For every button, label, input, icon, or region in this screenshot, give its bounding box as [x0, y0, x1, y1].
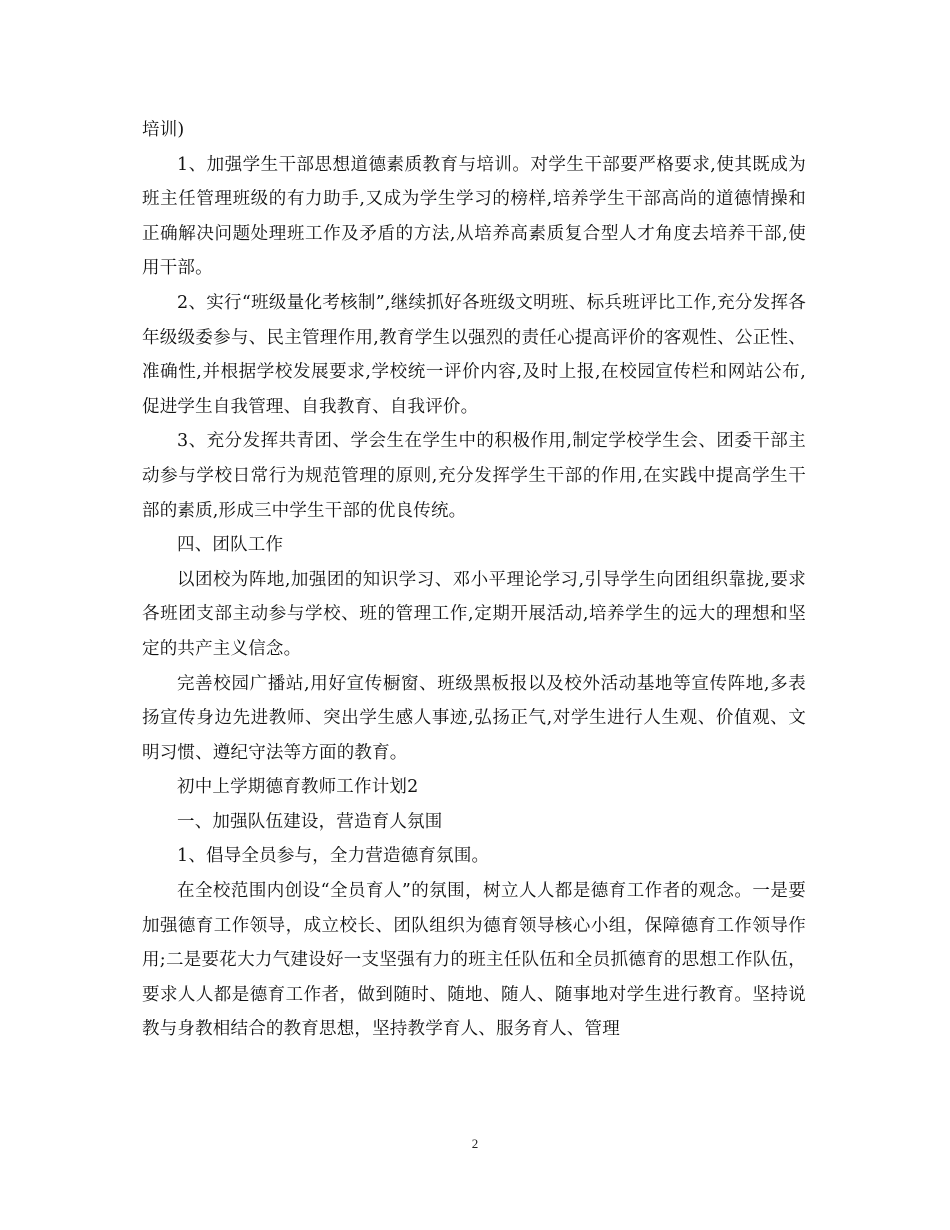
section-heading-team-work: 四、团队工作 [177, 535, 284, 556]
page-number: 2 [471, 1136, 479, 1151]
paragraph-team-school: 以团校为阵地,加强团的知识学习、邓小平理论学习,引导学生向团组织靠拢,要求各班团支部主动参与学校、班的管理工作,定期开展活动,培养学生的远大的理想和坚定的共产主义信念。 [142, 569, 806, 659]
document-body [142, 113, 806, 1047]
document-title-plan-2: 初中上学期德育教师工作计划2 [177, 777, 419, 798]
paragraph-item-2: 2、实行“班级量化考核制”,继续抓好各班级文明班、标兵班评比工作,充分发挥各年级级委参与、民主管理作用,教育学生以强烈的责任心提高评价的客观性、公正性、准确性,并根据学校发展要求,学校统一评价内容,及时上报,在校园宣传栏和网站公布,促进学生自我管理、自我教育、自我评价。 [142, 292, 806, 417]
paragraph-continuation: 培训) [142, 120, 185, 140]
subheading-full-participation: 1、倡导全员参与，全力营造德育氛围。 [177, 846, 490, 867]
paragraph-item-3: 3、充分发挥共青团、学会生在学生中的积极作用,制定学校学生会、团委干部主动参与学校日常行为规范管理的原则,充分发挥学生干部的作用,在实践中提高学生干部的素质,形成三中学生干部的优良传统。 [142, 431, 806, 521]
paragraph-campus-broadcast: 完善校园广播站,用好宣传橱窗、班级黑板报以及校外活动基地等宣传阵地,多表扬宣传身边先进教师、突出学生感人事迹,弘扬正气,对学生进行人生观、价值观、文明习惯、遵纪守法等方面的教育。 [142, 673, 806, 763]
paragraph-whole-school: 在全校范围内创设“全员育人”的氛围，树立人人都是德育工作者的观念。一是要加强德育工作领导，成立校长、团队组织为德育领导核心小组，保障德育工作领导作用;二是要花大力气建设好一支坚强有力的班主任队伍和全员抓德育的思想工作队伍，要求人人都是德育工作者，做到随时、随地、随人、随事地对学生进行教育。坚持说教与身教相结合的教育思想，坚持教学育人、服务育人、管理 [142, 881, 806, 1040]
paragraph-item-1: 1、加强学生干部思想道德素质教育与培训。对学生干部要严格要求,使其既成为班主任管理班级的有力助手,又成为学生学习的榜样,培养学生干部高尚的道德情操和正确解决问题处理班工作及矛盾的方法,从培养高素质复合型人才角度去培养干部,使用干部。 [142, 154, 806, 279]
section-heading-team-building: 一、加强队伍建设，营造育人氛围 [177, 811, 443, 832]
